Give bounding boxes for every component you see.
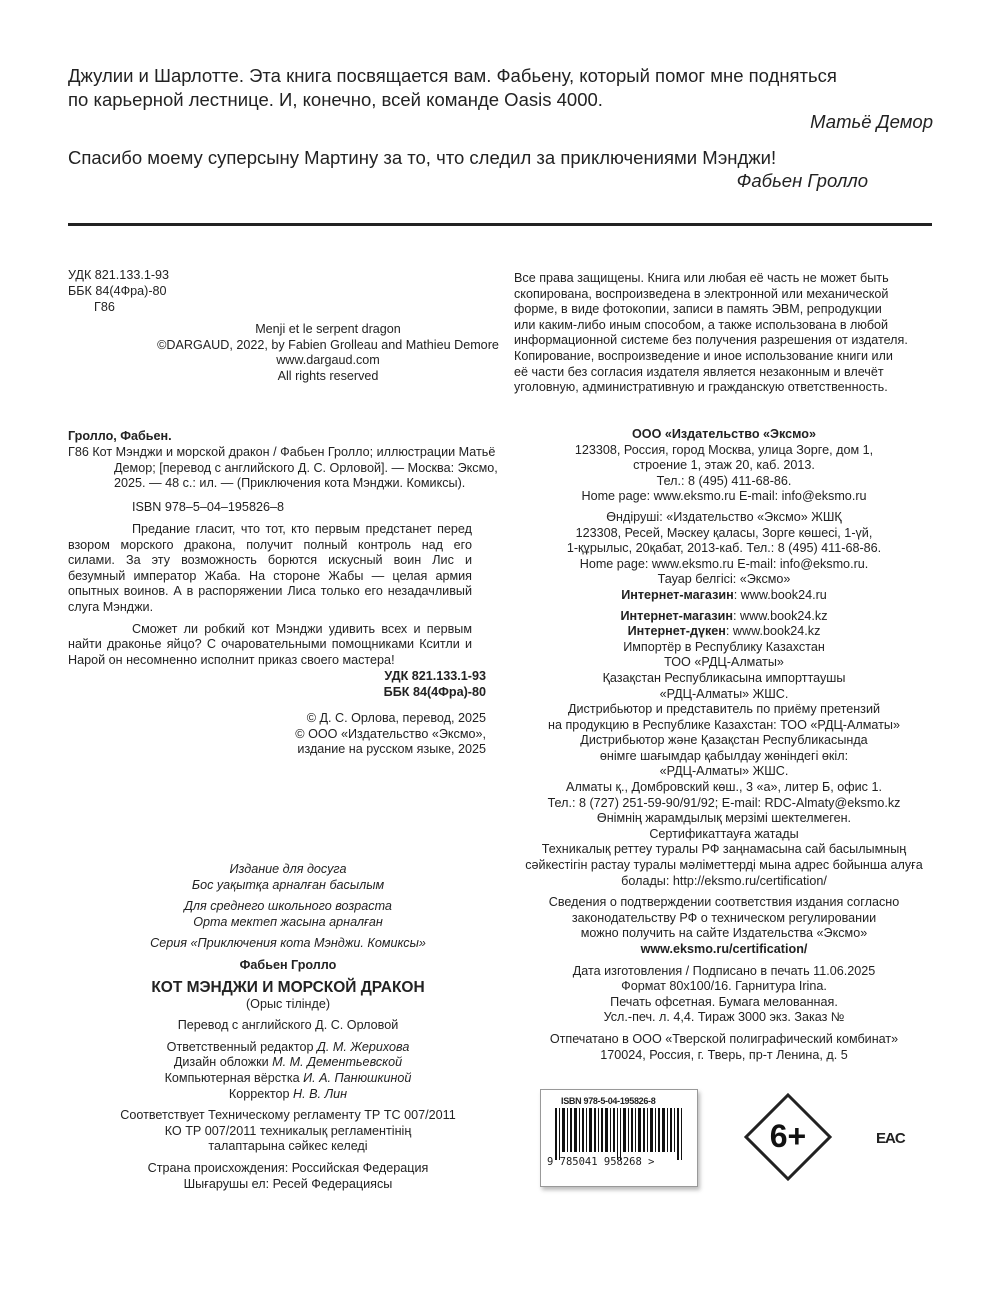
catalog-author-heading: Гролло, Фабьен. xyxy=(68,429,172,443)
catalog-isbn: ISBN 978–5–04–195826–8 xyxy=(132,500,284,514)
shop-kz xyxy=(514,609,934,625)
credit-layout: Компьютерная вёрстка И. А. Панюшкиной xyxy=(164,1070,412,1085)
publisher-phone: Тел.: 8 (495) 411-68-86. xyxy=(656,473,792,488)
imprint-block xyxy=(68,862,508,1192)
editor-name: Д. М. Жерихова xyxy=(316,1039,410,1054)
imprint-translation: Перевод с английского Д. С. Орловой xyxy=(177,1018,399,1033)
rights-notice-line: или каким-либо иным способом, а также использована в любой xyxy=(514,317,889,332)
shop-kz-kaz xyxy=(514,624,934,640)
barcode-bars-icon xyxy=(553,1108,687,1160)
rights-notice-line: скопирована, воспроизведена в электронной или механической xyxy=(514,286,889,301)
original-edition xyxy=(68,322,588,384)
original-title: Menji et le serpent dragon xyxy=(255,322,401,336)
print-line: Дата изготовления / Подписано в печать 11.06.2025 xyxy=(572,963,876,978)
publisher-web: Home page: www.eksmo.ru E-mail: info@eksmo.ru xyxy=(581,489,867,504)
rights-notice-line: уголовную, административную и гражданскую ответственность. xyxy=(514,380,888,395)
imprint-title: КОТ МЭНДЖИ И МОРСКОЙ ДРАКОН xyxy=(151,978,425,996)
shop-kz-kaz-value: : www.book24.kz xyxy=(725,624,821,639)
original-copyright: ©DARGAUD, 2022, by Fabien Grolleau and Mathieu Demore xyxy=(157,337,499,352)
publisher-block xyxy=(514,427,934,1063)
import-line: Сертификаттауға жатады xyxy=(649,826,799,841)
import-line: ТОО «РДЦ-Алматы» xyxy=(664,655,784,670)
import-line: Техникалық реттеу туралы РФ заңнамасына сай басылымның xyxy=(541,842,907,857)
print-line: Печать офсетная. Бумага мелованная. xyxy=(610,994,838,1009)
original-site: www.dargaud.com xyxy=(276,353,380,368)
import-line: Тел.: 8 (727) 251-59-90/91/92; E-mail: RDC-Almaty@eksmo.kz xyxy=(547,795,901,810)
import-line: Импортёр в Республику Казахстан xyxy=(623,639,825,654)
import-line: Алматы қ., Домбровский көш., 3 «а», литер Б, офис 1. xyxy=(566,780,882,795)
bbk-bold: ББК 84(4Фра)-80 xyxy=(383,685,486,699)
eac-mark-icon: EAC xyxy=(876,1130,905,1147)
divider-rule xyxy=(68,223,932,226)
rights-notice-line: информационной системе без получения разрешения от издателя. xyxy=(514,333,908,348)
barcode-isbn: ISBN 978-5-04-195826-8 xyxy=(561,1096,656,1106)
barcode-digits: 9 785041 958268 > xyxy=(547,1156,655,1168)
imprint-language: (Орыс тілінде) xyxy=(245,996,331,1011)
import-line: на продукцию в Республике Казахстан: ТОО «РДЦ-Алматы» xyxy=(548,717,900,732)
publisher-address-2: строение 1, этаж 20, каб. 2013. xyxy=(633,458,815,473)
credit-cover: Дизайн обложки М. М. Дементьевской xyxy=(173,1055,403,1070)
publisher-kz-line: Тауар белгісі: «Эксмо» xyxy=(657,572,791,587)
publisher-kz-line: Home page: www.eksmo.ru E-mail: info@eksmo.ru. xyxy=(579,556,869,571)
copyright-line: издание на русском языке, 2025 xyxy=(297,742,486,757)
shop-kz-kaz-label: Интернет-дүкен xyxy=(627,624,726,639)
printer-line: 170024, Россия, г. Тверь, пр-т Ленина, д. 5 xyxy=(600,1047,848,1062)
cover-designer-name: М. М. Дементьевской xyxy=(272,1055,403,1070)
barcode xyxy=(540,1089,698,1187)
copyright-line: © Д. С. Орлова, перевод, 2025 xyxy=(306,711,486,725)
cert-line: Сведения о подтверждении соответствия издания согласно xyxy=(548,895,900,910)
signature-grolleau: Фабьен Гролло xyxy=(736,170,868,191)
rights-notice-line: Копирование, воспроизведение и иное использование книги или xyxy=(514,348,893,363)
tr-line: КО ТР 007/2011 техникалық регламентінің xyxy=(164,1123,412,1138)
copyright-line: © ООО «Издательство «Эксмо», xyxy=(295,726,486,741)
layout-name: И. А. Панюшкиной xyxy=(303,1070,412,1085)
publisher-name: ООО «Издательство «Эксмо» xyxy=(631,427,816,441)
rights-notice-line: её части без согласия издателя является незаконным и влечёт xyxy=(514,364,884,379)
leisure-ru: Издание для досуга xyxy=(229,862,347,876)
dedication-line-1: Джулии и Шарлотте. Эта книга посвящается вам. Фабьену, который помог мне подняться xyxy=(68,65,837,86)
import-line: өнімге шағымдар қабылдау жөніндегі өкіл: xyxy=(599,748,849,763)
cert-line: законодательству РФ о техническом регулировании xyxy=(571,910,877,925)
country-ru: Страна происхождения: Российская Федерация xyxy=(147,1160,429,1175)
cert-line: можно получить на сайте Издательства «Эксмо» xyxy=(580,926,868,941)
leisure-kz: Бос уақытқа арналған басылым xyxy=(191,877,385,892)
original-rights: All rights reserved xyxy=(277,368,379,383)
publisher-address-1: 123308, Россия, город Москва, улица Зорге, дом 1, xyxy=(574,442,874,457)
imprint-author: Фабьен Гролло xyxy=(239,957,337,972)
copyright-block xyxy=(240,711,486,758)
country-kz: Шығарушы ел: Ресей Федерациясы xyxy=(183,1176,393,1191)
udk-code: УДК 821.133.1-93 xyxy=(68,268,170,282)
tr-line: Соответствует Техническому регламенту ТР ТС 007/2011 xyxy=(120,1108,456,1123)
rights-notice xyxy=(514,271,908,396)
import-line: сәйкестігін растау туралы мәліметтерді мына адрес бойынша алуға xyxy=(525,858,923,873)
shop-ru-label: Интернет-магазин xyxy=(621,587,734,602)
catalog-entry-line: Демор; [перевод с английского Д. С. Орловой]. — Москва: Эксмо, xyxy=(114,460,498,475)
import-line: Қазақстан Республикасына импорттаушы xyxy=(602,670,846,685)
annotation-paragraph-1: Предание гласит, что тот, кто первым предстанет перед взором морского дракона, получит полный контроль над его силами. За эту возможность борются искусный воин Лис и безумный император Жаба. На стороне Жабы — целая армия опытных воинов. А в распоряжении Лиса только его незадачливый слуга Мэнджи. xyxy=(68,522,472,614)
shop-ru-value: : www.book24.ru xyxy=(733,587,827,602)
shop-kz-value: : www.book24.kz xyxy=(733,608,828,623)
import-line: Дистрибьютор и представитель по приёму претензий xyxy=(567,702,881,717)
catalog-entry-line: 2025. — 48 с.: ил. — (Приключения кота Мэнджи. Комиксы). xyxy=(114,476,466,491)
dedication-line-2: по карьерной лестнице. И, конечно, всей команде Oasis 4000. xyxy=(68,89,603,110)
rights-notice-line: форме, в виде фотокопии, записи в память ЭВМ, репродукции xyxy=(514,302,882,317)
age-rating-label: 6+ xyxy=(769,1118,807,1154)
credit-proofreader: Корректор Н. В. Лин xyxy=(228,1086,348,1101)
cert-url: www.eksmo.ru/certification/ xyxy=(640,942,808,956)
publisher-kz-line: 1-құрылыс, 20қабат, 2013-каб. Тел.: 8 (495) 411-68-86. xyxy=(566,541,882,556)
rights-notice-line: Все права защищены. Книга или любая её часть не может быть xyxy=(514,271,889,285)
publisher-kz-line: 123308, Ресей, Мәскеу қаласы, Зорге көшесі, 1-үй, xyxy=(575,525,873,540)
proofreader-name: Н. В. Лин xyxy=(293,1086,348,1101)
import-line: болады: http://eksmo.ru/certification/ xyxy=(621,873,827,888)
credit-editor: Ответственный редактор Д. М. Жерихова xyxy=(166,1039,410,1054)
annotation-paragraph-2: Сможет ли робкий кот Мэнджи удивить всех и первым найти драконье яйцо? С очаровательными помощниками Кситли и Нарой он несомненно исполнит приказ своего мастера! xyxy=(68,621,472,667)
bbk-code: ББК 84(4Фра)-80 xyxy=(68,284,167,298)
author-mark: Г86 xyxy=(94,300,115,314)
tr-line: талаптарына сәйкес келеді xyxy=(208,1139,368,1154)
age-kz: Орта мектеп жасына арналған xyxy=(193,914,383,929)
series: Серия «Приключения кота Мэнджи. Комиксы» xyxy=(150,936,426,951)
print-line: Усл.-печ. л. 4,4. Тираж 3000 экз. Заказ № xyxy=(603,1010,845,1025)
annotation xyxy=(68,522,472,668)
udk-bold: УДК 821.133.1-93 xyxy=(384,669,486,683)
printer-line: Отпечатано в ООО «Тверской полиграфический комбинат» xyxy=(549,1031,899,1046)
import-line: «РДЦ-Алматы» ЖШС. xyxy=(659,686,789,701)
signature-demore: Матьё Демор xyxy=(810,111,933,132)
import-line: Өнімнің жарамдылық мерзімі шектелмеген. xyxy=(596,811,852,826)
shop-ru xyxy=(514,588,934,604)
import-line: Дистрибьютор және Қазақстан Республикасында xyxy=(580,733,868,748)
shop-kz-label: Интернет-магазин xyxy=(620,608,733,623)
age-ru: Для среднего школьного возраста xyxy=(184,899,392,914)
publisher-kz-line: Өндіруші: «Издательство «Эксмо» ЖШҚ xyxy=(606,509,842,524)
catalog-entry xyxy=(68,445,498,492)
dedication-line-3: Спасибо моему суперсыну Мартину за то, что следил за приключениями Мэнджи! xyxy=(68,147,777,168)
age-rating xyxy=(744,1093,832,1181)
import-line: «РДЦ-Алматы» ЖШС. xyxy=(659,764,789,779)
print-line: Формат 80x100/16. Гарнитура Irina. xyxy=(621,979,827,994)
catalog-entry-line: Г86 Кот Мэнджи и морской дракон / Фабьен Гролло; иллюстрации Матьё xyxy=(68,445,496,459)
